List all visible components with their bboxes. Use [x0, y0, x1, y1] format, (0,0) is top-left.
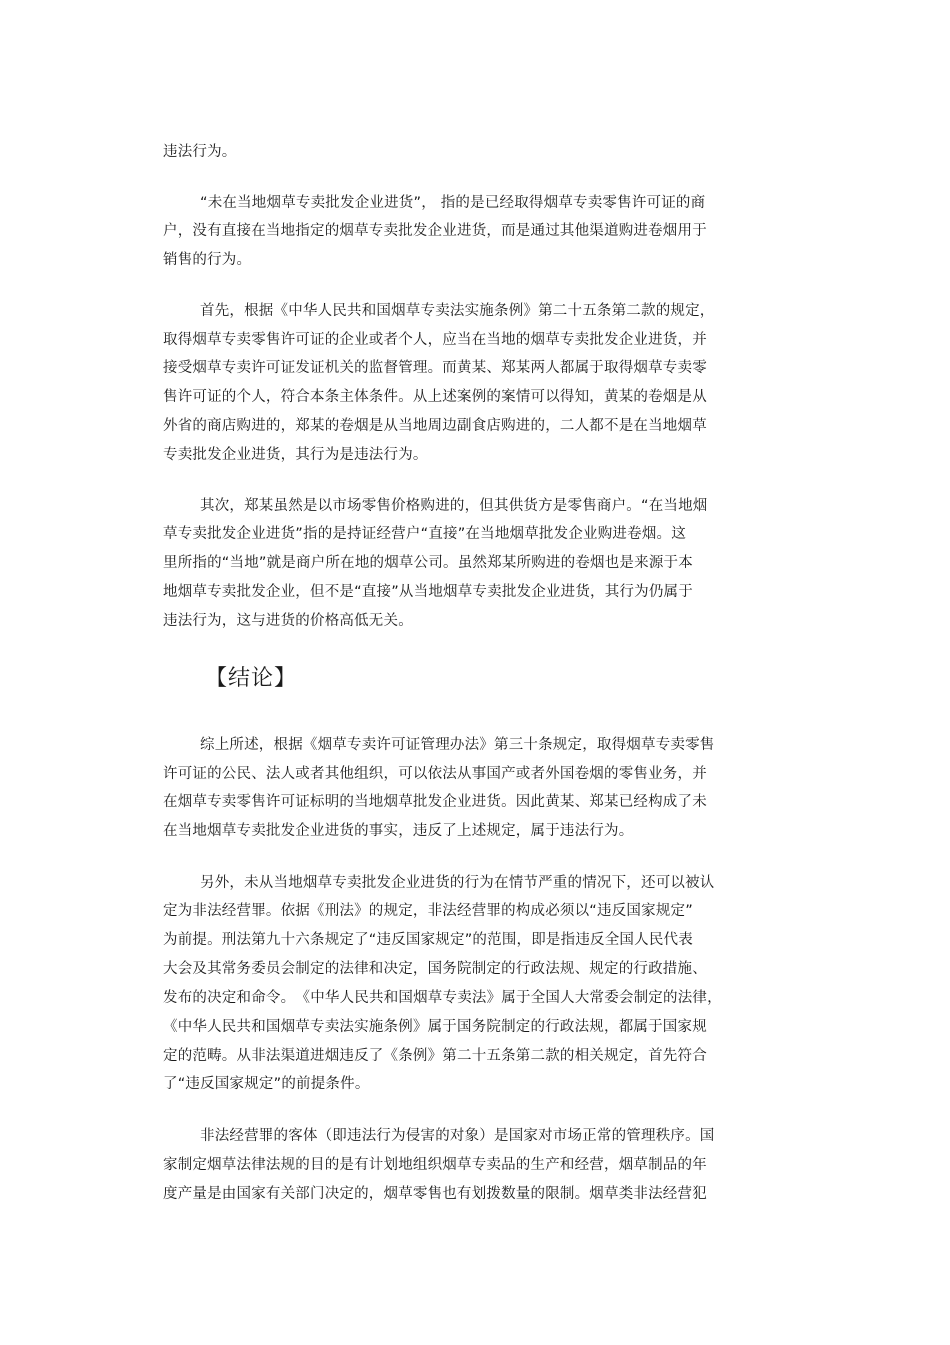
paragraph-line: 为前提。刑法第九十六条规定了“违反国家规定”的范围，即是指违反全国人民代表 — [163, 932, 693, 948]
paragraph-line: 《中华人民共和国烟草专卖法实施条例》属于国务院制定的行政法规，都属于国家规 — [163, 1019, 707, 1035]
paragraph-line: 了“违反国家规定”的前提条件。 — [163, 1076, 370, 1092]
paragraph-line: 草专卖批发企业进货”指的是持证经营户“直接”在当地烟草批发企业购进卷烟。这 — [163, 526, 686, 542]
paragraph-line: 户，没有直接在当地指定的烟草专卖批发企业进货，而是通过其他渠道购进卷烟用于 — [163, 223, 707, 239]
paragraph-line: 许可证的公民、法人或者其他组织，可以依法从事国产或者外国卷烟的零售业务，并 — [163, 766, 707, 782]
paragraph-line: 地烟草专卖批发企业，但不是“直接”从当地烟草专卖批发企业进货，其行为仍属于 — [163, 584, 693, 600]
paragraph-line: 售许可证的个人，符合本条主体条件。从上述案例的案情可以得知，黄某的卷烟是从 — [163, 389, 707, 405]
paragraph-line: 在烟草专卖零售许可证标明的当地烟草批发企业进货。因此黄某、郑某已经构成了未 — [163, 794, 707, 810]
paragraph-line: 非法经营罪的客体（即违法行为侵害的对象）是国家对市场正常的管理秩序。国 — [200, 1128, 715, 1144]
paragraph-line: 定为非法经营罪。依据《刑法》的规定，非法经营罪的构成必须以“违反国家规定” — [163, 903, 693, 919]
paragraph-line: 大会及其常务委员会制定的法律和决定，国务院制定的行政法规、规定的行政措施、 — [163, 961, 707, 977]
paragraph-line: 销售的行为。 — [163, 252, 252, 268]
paragraph-line: 违法行为，这与进货的价格高低无关。 — [163, 613, 413, 629]
paragraph-line: 另外，未从当地烟草专卖批发企业进货的行为在情节严重的情况下，还可以被认 — [200, 875, 715, 891]
paragraph-line: 家制定烟草法律法规的目的是有计划地组织烟草专卖品的生产和经营，烟草制品的年 — [163, 1157, 707, 1173]
paragraph-line: 取得烟草专卖零售许可证的企业或者个人，应当在当地的烟草专卖批发企业进货，并 — [163, 332, 707, 348]
paragraph-line: 里所指的“当地”就是商户所在地的烟草公司。虽然郑某所购进的卷烟也是来源于本 — [163, 555, 693, 571]
paragraph-line: 发布的决定和命令。 《中华人民共和国烟草专卖法》属于全国人大常委会制定的法律， — [163, 990, 722, 1006]
paragraph-line: 接受烟草专卖许可证发证机关的监督管理。而黄某、郑某两人都属于取得烟草专卖零 — [163, 360, 707, 376]
paragraph-line: 其次，郑某虽然是以市场零售价格购进的，但其供货方是零售商户。“在当地烟 — [200, 498, 708, 514]
paragraph-line: 度产量是由国家有关部门决定的，烟草零售也有划拨数量的限制。烟草类非法经营犯 — [163, 1186, 707, 1202]
paragraph-line: 专卖批发企业进货，其行为是违法行为。 — [163, 447, 428, 463]
paragraph-line: 定的范畴。从非法渠道进烟违反了《条例》第二十五条第二款的相关规定，首先符合 — [163, 1048, 707, 1064]
paragraph-line: 综上所述，根据《烟草专卖许可证管理办法》第三十条规定，取得烟草专卖零售 — [200, 737, 715, 753]
section-heading: 【结论】 — [205, 666, 298, 691]
paragraph-line: “未在当地烟草专卖批发企业进货”， 指的是已经取得烟草专卖零售许可证的商 — [200, 195, 706, 211]
paragraph-line: 首先，根据《中华人民共和国烟草专卖法实施条例》第二十五条第二款的规定， — [200, 303, 715, 319]
paragraph-line: 违法行为。 — [163, 144, 237, 160]
paragraph-line: 在当地烟草专卖批发企业进货的事实，违反了上述规定，属于违法行为。 — [163, 823, 634, 839]
paragraph-line: 外省的商店购进的，郑某的卷烟是从当地周边副食店购进的，二人都不是在当地烟草 — [163, 418, 707, 434]
